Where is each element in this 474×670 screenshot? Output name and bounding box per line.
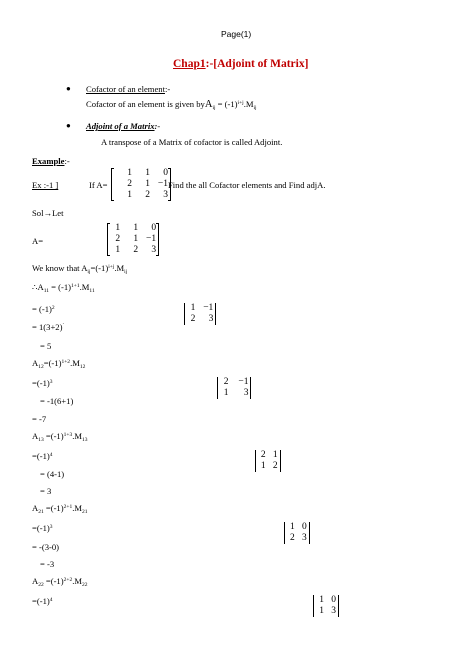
adjoint-heading-colon: :- bbox=[154, 121, 161, 131]
a22-formula-post: .M bbox=[72, 576, 83, 586]
a21-formula-exp: 2+1 bbox=[63, 504, 73, 510]
cofactor-def-text: Cofactor of an element is given by bbox=[86, 99, 205, 109]
a12-formula-exp: 1+2 bbox=[61, 359, 71, 365]
cofactor-heading-text: Cofactor of an element bbox=[86, 84, 165, 94]
det-cell: 1 bbox=[260, 460, 266, 471]
matrix-row bbox=[114, 190, 168, 201]
det-cell: −1 bbox=[238, 376, 249, 387]
bullet-dot-icon: ● bbox=[66, 121, 71, 130]
det-cell: 1 bbox=[272, 449, 278, 460]
a12-formula-post: .M bbox=[70, 358, 80, 368]
a21-det-prefix bbox=[32, 523, 52, 533]
det-row bbox=[187, 303, 213, 314]
cofactor-formula bbox=[32, 263, 127, 273]
cofactor-def-mij: ij bbox=[253, 105, 257, 111]
solution-label bbox=[32, 208, 64, 218]
matrix-cell: 1 bbox=[115, 223, 121, 233]
a21-formula-post: .M bbox=[72, 503, 83, 513]
det-cell: −1 bbox=[203, 302, 214, 313]
a12-det-prefix bbox=[32, 378, 52, 388]
a21-step-2: = -3 bbox=[40, 559, 55, 569]
cofactor-def-ij: ij bbox=[212, 105, 216, 111]
a13-step-2: = 3 bbox=[40, 486, 52, 496]
matrix-cell: 2 bbox=[145, 190, 150, 200]
a12-step-2: = -7 bbox=[32, 414, 47, 424]
right-arrow-icon: → bbox=[43, 208, 53, 218]
a22-formula-mid: =(-1) bbox=[43, 576, 64, 586]
det-cell: 2 bbox=[223, 376, 229, 387]
a13-det-exp: 4 bbox=[49, 452, 53, 458]
det-row bbox=[220, 377, 248, 388]
det-row bbox=[316, 595, 336, 606]
a11-det-pre: = (-1) bbox=[32, 304, 52, 314]
det-cell: 0 bbox=[302, 521, 307, 532]
adjoint-definition: A transpose of a Matrix of cofactor is called Adjoint. bbox=[101, 137, 283, 147]
matrix-cell: 0 bbox=[151, 223, 157, 233]
example-heading-text: Example bbox=[32, 156, 65, 166]
a11-step-1 bbox=[32, 322, 64, 332]
matrix-row bbox=[114, 179, 168, 190]
matrix-row bbox=[114, 168, 168, 179]
matrix-row bbox=[110, 245, 156, 256]
bullet-dot-icon: ● bbox=[66, 84, 71, 93]
a13-det-pre: =(-1) bbox=[32, 451, 50, 461]
solution-sol: Sol bbox=[32, 208, 44, 218]
det-cell: 2 bbox=[290, 532, 295, 543]
a12-formula-pre: A bbox=[32, 358, 39, 368]
matrix-cell: 1 bbox=[145, 168, 150, 178]
a11-step-1-text: = 1(3+2) bbox=[32, 322, 63, 332]
cofactor-formula-eq: =(-1) bbox=[90, 263, 109, 273]
cofactor-def-eq: = (-1) bbox=[215, 99, 238, 109]
a21-step-1: = -(3-0) bbox=[32, 542, 60, 552]
solution-let: Let bbox=[52, 208, 64, 218]
a22-formula-msub: 22 bbox=[82, 582, 88, 588]
a21-formula-msub: 21 bbox=[82, 509, 88, 515]
example-heading bbox=[32, 156, 70, 166]
matrix-cell: 1 bbox=[115, 245, 121, 255]
matrix-cell: 0 bbox=[163, 168, 168, 178]
det-cell: 1 bbox=[319, 594, 324, 605]
a11-formula-sub: 11 bbox=[43, 288, 49, 294]
det-cell: 3 bbox=[331, 605, 336, 616]
a13-formula-mid: =(-1) bbox=[43, 431, 64, 441]
a22-determinant bbox=[313, 595, 339, 617]
det-row bbox=[258, 461, 278, 472]
a11-step-2: = 5 bbox=[40, 341, 52, 351]
example-heading-colon: :- bbox=[64, 156, 70, 166]
a12-det-pre: =(-1) bbox=[32, 378, 50, 388]
matrix-cell: 1 bbox=[127, 190, 132, 200]
cofactor-heading bbox=[86, 84, 170, 94]
solution-matrix bbox=[107, 223, 159, 256]
det-cell: 1 bbox=[319, 605, 324, 616]
a22-formula bbox=[32, 576, 88, 586]
a11-det-prefix bbox=[32, 304, 55, 314]
a13-formula-post: .M bbox=[72, 431, 83, 441]
cofactor-def-a: A bbox=[204, 99, 213, 110]
cofactor-def-exp: i+j bbox=[237, 100, 244, 106]
chapter-prefix: Chap1 bbox=[173, 58, 206, 70]
matrix-cell: −1 bbox=[157, 179, 168, 189]
a12-formula bbox=[32, 358, 85, 368]
det-cell: 3 bbox=[243, 387, 249, 398]
a21-formula-sub: 21 bbox=[38, 509, 44, 515]
a13-formula-exp: 1+3 bbox=[63, 432, 73, 438]
a13-formula-pre: A bbox=[32, 431, 39, 441]
det-row bbox=[258, 450, 278, 461]
det-cell: 0 bbox=[331, 594, 336, 605]
cofactor-formula-ij: ij bbox=[87, 269, 91, 275]
matrix-cell: 1 bbox=[145, 179, 150, 189]
a13-step-1: = (4-1) bbox=[40, 469, 65, 479]
matrix-cell: 1 bbox=[127, 168, 132, 178]
a22-det-exp: 4 bbox=[49, 597, 53, 603]
a13-formula-msub: 13 bbox=[82, 437, 88, 443]
det-cell: 3 bbox=[302, 532, 307, 543]
det-row bbox=[187, 314, 213, 325]
a22-formula-sub: 22 bbox=[38, 582, 44, 588]
cofactor-formula-pre: We know that A bbox=[32, 263, 88, 273]
example-1-if: If A= bbox=[89, 180, 108, 190]
matrix-cell: 2 bbox=[127, 179, 132, 189]
adjoint-heading bbox=[86, 121, 160, 131]
a11-formula-post: .M bbox=[79, 282, 90, 292]
cofactor-definition bbox=[86, 99, 257, 112]
a22-det-pre: =(-1) bbox=[32, 596, 50, 606]
matrix-cell: 2 bbox=[115, 234, 121, 244]
det-cell: 2 bbox=[190, 313, 196, 324]
det-row bbox=[287, 533, 307, 544]
det-row bbox=[316, 606, 336, 617]
a12-formula-sub: 12 bbox=[38, 364, 44, 370]
matrix-cell: 1 bbox=[133, 234, 139, 244]
det-cell: 2 bbox=[272, 460, 278, 471]
det-cell: 2 bbox=[260, 449, 266, 460]
example-1-label-text: Ex :-1 ] bbox=[32, 180, 59, 190]
cofactor-heading-colon: :- bbox=[164, 84, 171, 94]
a11-det-exp: 2 bbox=[51, 305, 55, 311]
a22-det-prefix bbox=[32, 596, 52, 606]
cofactor-formula-m: .M bbox=[114, 263, 125, 273]
a11-formula-pre: ∴A bbox=[32, 282, 44, 292]
cofactor-formula-exp: i+j bbox=[108, 264, 115, 270]
a11-formula-msub: 11 bbox=[89, 288, 95, 294]
matrix-cell: 3 bbox=[151, 245, 157, 255]
a11-determinant bbox=[184, 303, 216, 325]
a12-formula-mid: =(-1) bbox=[43, 358, 62, 368]
example-1-task: Find the all Cofactor elements and Find adjA. bbox=[168, 180, 326, 190]
a21-det-pre: =(-1) bbox=[32, 523, 50, 533]
a13-formula-sub: 13 bbox=[38, 437, 44, 443]
chapter-title-text: :-[Adjoint of Matrix] bbox=[205, 58, 309, 70]
a12-determinant bbox=[217, 377, 251, 399]
example-1-label bbox=[32, 180, 58, 190]
solution-a-eq: A= bbox=[32, 236, 44, 246]
det-row bbox=[287, 522, 307, 533]
a21-formula-pre: A bbox=[32, 503, 39, 513]
cofactor-formula-mij: ij bbox=[124, 269, 128, 275]
a22-formula-exp: 2+2 bbox=[63, 577, 73, 583]
a12-det-exp: 3 bbox=[49, 379, 53, 385]
det-cell: 1 bbox=[223, 387, 229, 398]
matrix-cell: 3 bbox=[163, 190, 168, 200]
a11-formula-exp: 1+1 bbox=[71, 283, 80, 289]
matrix-row bbox=[110, 223, 156, 234]
a21-formula bbox=[32, 503, 88, 513]
det-cell: 3 bbox=[208, 313, 214, 324]
a22-formula-pre: A bbox=[32, 576, 39, 586]
a21-det-exp: 3 bbox=[49, 524, 53, 530]
page-number: Page(1) bbox=[221, 29, 252, 39]
matrix-cell: 2 bbox=[133, 245, 139, 255]
matrix-row bbox=[110, 234, 156, 245]
a21-determinant bbox=[284, 522, 310, 544]
matrix-cell: −1 bbox=[146, 234, 157, 244]
det-row bbox=[220, 388, 248, 399]
a11-formula-mid: = (-1) bbox=[48, 282, 72, 292]
cofactor-def-m: .M bbox=[243, 99, 254, 109]
a13-formula bbox=[32, 431, 88, 441]
a12-formula-msub: 12 bbox=[79, 364, 86, 370]
a11-formula bbox=[32, 282, 95, 292]
a13-det-prefix bbox=[32, 451, 52, 461]
det-cell: 1 bbox=[190, 302, 196, 313]
matrix-cell: 1 bbox=[133, 223, 139, 233]
example-matrix bbox=[111, 168, 171, 201]
det-cell: 1 bbox=[290, 521, 295, 532]
a11-step-1-tail: ` bbox=[62, 323, 65, 329]
a13-determinant bbox=[255, 450, 281, 472]
chapter-title bbox=[173, 58, 308, 72]
adjoint-heading-text: Adjoint of a Matrix bbox=[86, 121, 155, 131]
a21-formula-mid: =(-1) bbox=[43, 503, 64, 513]
a12-step-1: = -1(6+1) bbox=[40, 396, 74, 406]
